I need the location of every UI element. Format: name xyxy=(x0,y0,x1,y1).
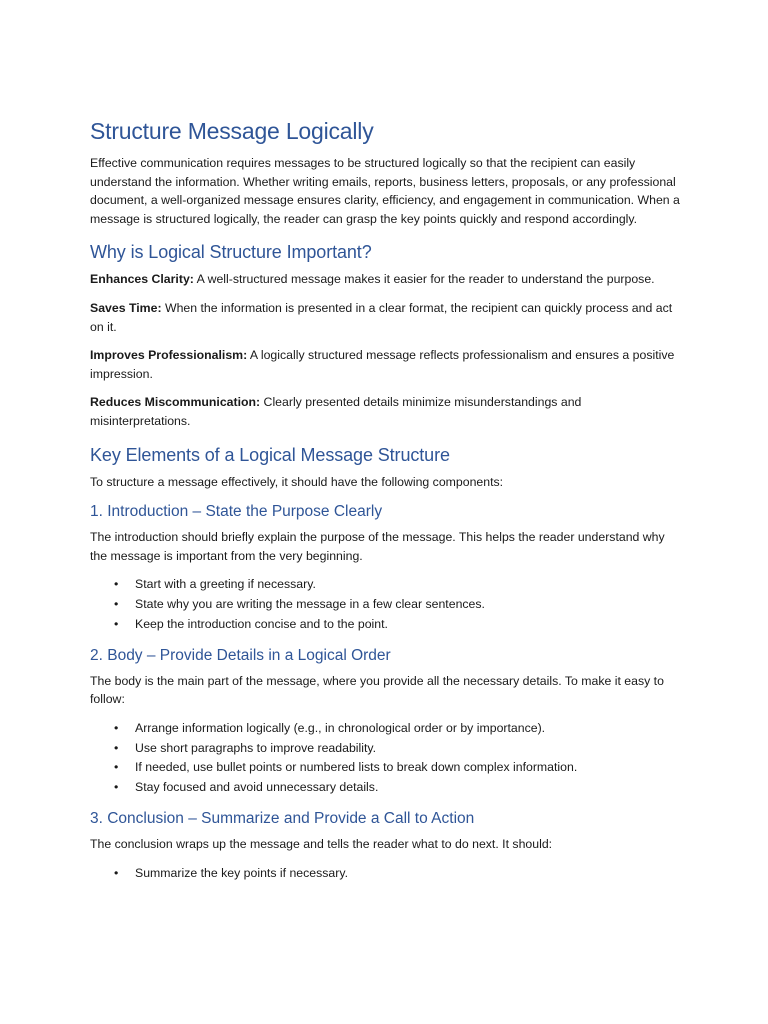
why-term: Saves Time: xyxy=(90,300,162,315)
page-title: Structure Message Logically xyxy=(90,118,374,144)
bullet-icon: • xyxy=(114,577,119,592)
why-text: When the information is presented in a clear format, the recipient can quickly process and act on it. xyxy=(90,300,673,334)
why-term: Enhances Clarity: xyxy=(90,272,194,287)
list-item xyxy=(90,739,682,759)
bullet-icon: • xyxy=(114,616,119,631)
why-text: A logically structured message reflects professionalism and ensures a positive impression. xyxy=(90,348,675,381)
key-elements-heading: Key Elements of a Logical Message Structure xyxy=(90,444,450,465)
document-page xyxy=(90,116,682,891)
bullet-list-introduction xyxy=(90,575,682,634)
why-item-professionalism xyxy=(90,346,682,383)
why-text: A well-structured message makes it easier for the reader to understand the purpose. xyxy=(193,272,655,287)
list-item-text: Arrange information logically (e.g., in chronological order or by importance). xyxy=(135,720,546,735)
why-item-clarity xyxy=(90,270,682,289)
intro-paragraph: Effective communication requires messages to be structured logically so that the recipient can easily understand the information. Whether writing emails, reports, business letters, proposals, or any professional document, a well-organized message ensures clarity, efficiency, and engagement in communication. When a message is structured logically, the reader can grasp the key points quickly and respond accordingly. xyxy=(90,156,680,226)
bullet-icon: • xyxy=(114,740,119,755)
bullet-icon: • xyxy=(114,780,119,795)
list-item xyxy=(90,864,682,884)
list-item-text: If needed, use bullet points or numbered lists to break down complex information. xyxy=(135,760,578,775)
list-item xyxy=(90,719,682,739)
bullet-icon: • xyxy=(114,865,119,880)
list-item-text: State why you are writing the message in a few clear sentences. xyxy=(135,597,485,612)
why-term: Reduces Miscommunication: xyxy=(90,395,261,410)
section-heading-body: 2. Body – Provide Details in a Logical Order xyxy=(90,646,391,664)
bullet-list-body xyxy=(90,719,682,798)
why-item-time xyxy=(90,299,682,336)
section-paragraph-introduction: The introduction should briefly explain the purpose of the message. This helps the reader understand why the message is important from the very beginning. xyxy=(90,530,665,563)
why-item-miscommunication xyxy=(90,393,682,430)
bullet-icon: • xyxy=(114,760,119,775)
list-item xyxy=(90,778,682,798)
key-elements-paragraph: To structure a message effectively, it should have the following components: xyxy=(90,474,504,489)
bullet-icon: • xyxy=(114,720,119,735)
list-item-text: Stay focused and avoid unnecessary details. xyxy=(135,780,379,795)
list-item xyxy=(90,615,682,635)
list-item-text: Summarize the key points if necessary. xyxy=(135,865,349,880)
list-item-text: Keep the introduction concise and to the point. xyxy=(135,616,388,631)
section-heading-conclusion: 3. Conclusion – Summarize and Provide a Call to Action xyxy=(90,810,475,828)
list-item xyxy=(90,758,682,778)
why-heading: Why is Logical Structure Important? xyxy=(90,242,372,263)
section-paragraph-conclusion: The conclusion wraps up the message and tells the reader what to do next. It should: xyxy=(90,837,553,852)
section-heading-introduction: 1. Introduction – State the Purpose Clearly xyxy=(90,503,383,521)
bullet-list-conclusion xyxy=(90,864,682,884)
list-item-text: Start with a greeting if necessary. xyxy=(135,577,316,592)
list-item-text: Use short paragraphs to improve readability. xyxy=(135,740,377,755)
list-item xyxy=(90,595,682,615)
why-text: Clearly presented details minimize misunderstandings and misinterpretations. xyxy=(90,395,582,428)
list-item xyxy=(90,575,682,595)
why-term: Improves Professionalism: xyxy=(90,348,248,363)
section-paragraph-body: The body is the main part of the message, where you provide all the necessary details. To make it easy to follow: xyxy=(90,673,664,707)
bullet-icon: • xyxy=(114,597,119,612)
